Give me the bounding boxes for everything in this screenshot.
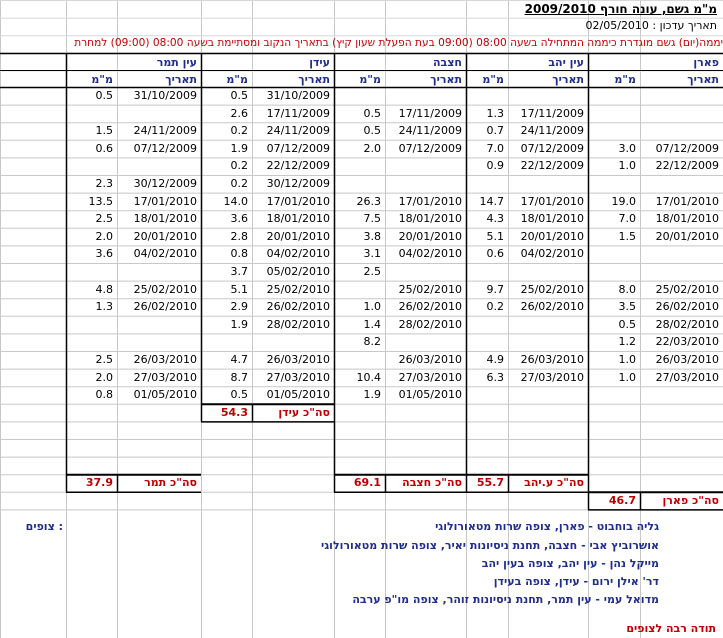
observer-item: גליה בוחבוט - פארן, צופה שרות מטאורולוגי [435, 520, 659, 533]
rain-mm: 0.5 [618, 317, 636, 331]
rain-mm: 1.0 [618, 159, 636, 173]
rain-date: 17/01/2010 [398, 194, 462, 208]
rain-day-definition: יממה(יום) גשם מוגדרת כיממה המתחילה בשעה 08:00 (09:00 בעת הפעלת שעון קיץ) בתאריך הנקוב ומסתיימת בשעה 08:00 (09:00) למחרת [74, 37, 723, 49]
rain-mm: 1.0 [363, 300, 381, 314]
rain-date: 18/01/2010 [398, 212, 462, 226]
rain-date: 26/03/2010 [133, 353, 197, 366]
rain-mm: 13.5 [88, 194, 113, 208]
date-column-header: תאריך [165, 73, 197, 86]
rain-mm: 7.5 [363, 212, 381, 226]
rain-mm: 2.3 [95, 177, 113, 190]
rain-date: 17/01/2010 [655, 194, 719, 208]
rain-date: 18/01/2010 [520, 212, 584, 226]
rain-date: 28/02/2010 [266, 317, 330, 331]
rain-mm: 1.9 [230, 317, 248, 331]
rain-mm: 0.9 [486, 159, 504, 173]
rain-mm: 7.0 [618, 212, 636, 226]
rain-mm: 0.2 [230, 124, 248, 138]
rain-date: 20/01/2010 [520, 229, 584, 243]
rain-mm: 9.7 [486, 282, 504, 296]
station-total-value: 55.7 [476, 476, 504, 490]
rain-mm: 4.8 [95, 282, 113, 296]
rain-date: 22/03/2010 [655, 335, 719, 349]
station-header: עידן [309, 56, 330, 69]
rain-mm: 0.2 [230, 177, 248, 190]
rain-mm: 5.1 [486, 229, 504, 243]
rain-mm: 5.1 [230, 282, 248, 296]
mm-column-header: מ"מ [614, 73, 636, 86]
rain-date: 04/02/2010 [133, 247, 197, 261]
rain-date: 30/12/2009 [266, 177, 330, 190]
rain-mm: 0.5 [230, 388, 248, 402]
rain-mm: 0.5 [363, 106, 381, 120]
rain-mm: 2.9 [230, 300, 248, 314]
rain-mm: 0.5 [95, 89, 113, 102]
rain-date: 24/11/2009 [266, 124, 330, 138]
mm-column-header: מ"מ [91, 73, 113, 86]
station-total-value: 69.1 [353, 476, 381, 490]
mm-column-header: מ"מ [482, 73, 504, 86]
mm-column-header: מ"מ [359, 73, 381, 86]
rain-date: 18/01/2010 [655, 212, 719, 226]
rain-date: 17/11/2009 [520, 106, 584, 120]
observer-item: מייקל נהן - עין יהב, צופה בעין יהב [481, 557, 659, 570]
observer-item: מדואל עמי - עין תמר, תחנת ניסיונות זוהר, צופה מו"פ ערבה [352, 593, 659, 606]
rain-date: 31/10/2009 [266, 89, 330, 102]
station-header: חצבה [432, 56, 462, 69]
rain-date: 30/12/2009 [133, 177, 197, 190]
rain-date: 25/02/2010 [398, 282, 462, 296]
rain-mm: 2.5 [95, 353, 113, 366]
rain-date: 26/02/2010 [520, 300, 584, 314]
rain-mm: 1.2 [618, 335, 636, 349]
rain-date: 24/11/2009 [398, 124, 462, 138]
rain-date: 17/01/2010 [133, 194, 197, 208]
rain-mm: 3.6 [230, 212, 248, 226]
rain-date: 04/02/2010 [520, 247, 584, 261]
rain-date: 07/12/2009 [133, 141, 197, 155]
rain-date: 28/02/2010 [655, 317, 719, 331]
rain-mm: 3.1 [363, 247, 381, 261]
rain-date: 24/11/2009 [520, 124, 584, 138]
rain-date: 20/01/2010 [266, 229, 330, 243]
rain-date: 07/12/2009 [520, 141, 584, 155]
rain-mm: 8.0 [618, 282, 636, 296]
station-total-label: סה"כ תמר [144, 476, 197, 490]
rain-mm: 2.8 [230, 229, 248, 243]
page-title: מ"מ גשם, עונה חורף 2009/2010 [524, 2, 717, 16]
rain-date: 26/02/2010 [398, 300, 462, 314]
station-total-value: 54.3 [220, 405, 248, 419]
rain-date: 17/11/2009 [266, 106, 330, 120]
date-column-header: תאריך [430, 73, 462, 86]
rain-date: 27/03/2010 [520, 370, 584, 384]
rain-date: 25/02/2010 [266, 282, 330, 296]
rain-mm: 0.6 [486, 247, 504, 261]
rain-mm: 2.0 [95, 370, 113, 384]
observer-item: אושרוביץ אבי - חצבה, תחנת ניסיונות יאיר, צופה שרות מטאורולוגי [321, 539, 659, 552]
rain-date: 22/12/2009 [520, 159, 584, 173]
rain-date: 26/02/2010 [133, 300, 197, 314]
rain-date: 18/01/2010 [266, 212, 330, 226]
rain-mm: 3.6 [95, 247, 113, 261]
rain-date: 20/01/2010 [655, 229, 719, 243]
rain-mm: 1.5 [618, 229, 636, 243]
rain-mm: 1.0 [618, 370, 636, 384]
rain-mm: 1.3 [486, 106, 504, 120]
rain-mm: 2.0 [363, 141, 381, 155]
rain-date: 25/02/2010 [655, 282, 719, 296]
date-column-header: תאריך [298, 73, 330, 86]
rain-mm: 0.2 [486, 300, 504, 314]
rain-date: 27/03/2010 [266, 370, 330, 384]
rain-mm: 14.0 [223, 194, 248, 208]
station-total-value: 37.9 [85, 476, 113, 490]
rain-date: 20/01/2010 [133, 229, 197, 243]
rain-date: 26/03/2010 [266, 353, 330, 366]
rain-date: 17/01/2010 [520, 194, 584, 208]
rain-date: 26/03/2010 [520, 353, 584, 366]
rain-date: 27/03/2010 [133, 370, 197, 384]
rain-mm: 14.7 [479, 194, 504, 208]
rain-mm: 1.9 [230, 141, 248, 155]
rain-mm: 19.0 [611, 194, 636, 208]
rain-mm: 3.5 [618, 300, 636, 314]
station-total-label: סה"כ חצבה [402, 476, 462, 490]
station-header: פארן [693, 56, 719, 69]
rain-mm: 1.5 [95, 124, 113, 138]
rain-date: 22/12/2009 [266, 159, 330, 173]
rain-mm: 1.3 [95, 300, 113, 314]
rain-date: 27/03/2010 [655, 370, 719, 384]
station-total-label: סה"כ ע.יהב [524, 476, 584, 490]
rain-mm: 3.0 [618, 141, 636, 155]
rain-mm: 8.7 [230, 370, 248, 384]
rain-mm: 1.0 [618, 353, 636, 366]
rain-date: 07/12/2009 [655, 141, 719, 155]
rain-mm: 26.3 [356, 194, 381, 208]
rain-date: 22/12/2009 [655, 159, 719, 173]
rain-mm: 8.2 [363, 335, 381, 349]
rain-date: 25/02/2010 [133, 282, 197, 296]
date-column-header: תאריך [687, 73, 719, 86]
rain-mm: 0.7 [486, 124, 504, 138]
mm-column-header: מ"מ [226, 73, 248, 86]
station-header: עין יהב [548, 56, 584, 69]
station-total-value: 46.7 [608, 493, 636, 507]
rain-mm: 0.2 [230, 159, 248, 173]
observer-item: דר' אילן ירום - עידן, צופה בעידן [493, 575, 659, 588]
station-header: עין תמר [156, 56, 197, 69]
rain-mm: 0.8 [95, 388, 113, 402]
rain-date: 01/05/2010 [266, 388, 330, 402]
rain-date: 26/02/2010 [655, 300, 719, 314]
rain-mm: 4.7 [230, 353, 248, 366]
update-date: תאריך עדכון : 02/05/2010 [585, 19, 717, 32]
rain-mm: 0.5 [363, 124, 381, 138]
rain-date: 17/11/2009 [398, 106, 462, 120]
rain-date: 28/02/2010 [398, 317, 462, 331]
rain-date: 01/05/2010 [133, 388, 197, 402]
rain-mm: 2.5 [363, 265, 381, 278]
rain-date: 01/05/2010 [398, 388, 462, 402]
rain-mm: 0.8 [230, 247, 248, 261]
station-total-label: סה"כ עידן [278, 405, 330, 419]
rain-mm: 1.4 [363, 317, 381, 331]
rain-date: 26/02/2010 [266, 300, 330, 314]
rain-date: 04/02/2010 [398, 247, 462, 261]
rain-mm: 7.0 [486, 141, 504, 155]
rain-date: 27/03/2010 [398, 370, 462, 384]
rain-date: 24/11/2009 [133, 124, 197, 138]
date-column-header: תאריך [552, 73, 584, 86]
rain-date: 17/01/2010 [266, 194, 330, 208]
rain-mm: 2.6 [230, 106, 248, 120]
station-total-label: סה"כ פארן [662, 493, 719, 507]
rain-date: 20/01/2010 [398, 229, 462, 243]
observers-label: צופים : [25, 520, 63, 533]
rain-date: 25/02/2010 [520, 282, 584, 296]
rain-date: 18/01/2010 [133, 212, 197, 226]
rain-mm: 3.8 [363, 229, 381, 243]
rain-mm: 10.4 [356, 370, 381, 384]
rain-date: 04/02/2010 [266, 247, 330, 261]
rain-mm: 4.9 [486, 353, 504, 366]
rain-date: 26/03/2010 [655, 353, 719, 366]
rain-mm: 0.5 [230, 89, 248, 102]
rain-date: 05/02/2010 [266, 265, 330, 278]
rain-date: 07/12/2009 [398, 141, 462, 155]
rain-date: 07/12/2009 [266, 141, 330, 155]
rain-mm: 2.5 [95, 212, 113, 226]
rain-mm: 4.3 [486, 212, 504, 226]
rain-mm: 6.3 [486, 370, 504, 384]
rain-mm: 0.6 [95, 141, 113, 155]
rain-mm: 1.9 [363, 388, 381, 402]
rain-mm: 3.7 [230, 265, 248, 278]
rain-date: 26/03/2010 [398, 353, 462, 366]
thanks-note: תודה רבה לצופים [626, 622, 716, 635]
rain-mm: 2.0 [95, 229, 113, 243]
rain-date: 31/10/2009 [133, 89, 197, 102]
